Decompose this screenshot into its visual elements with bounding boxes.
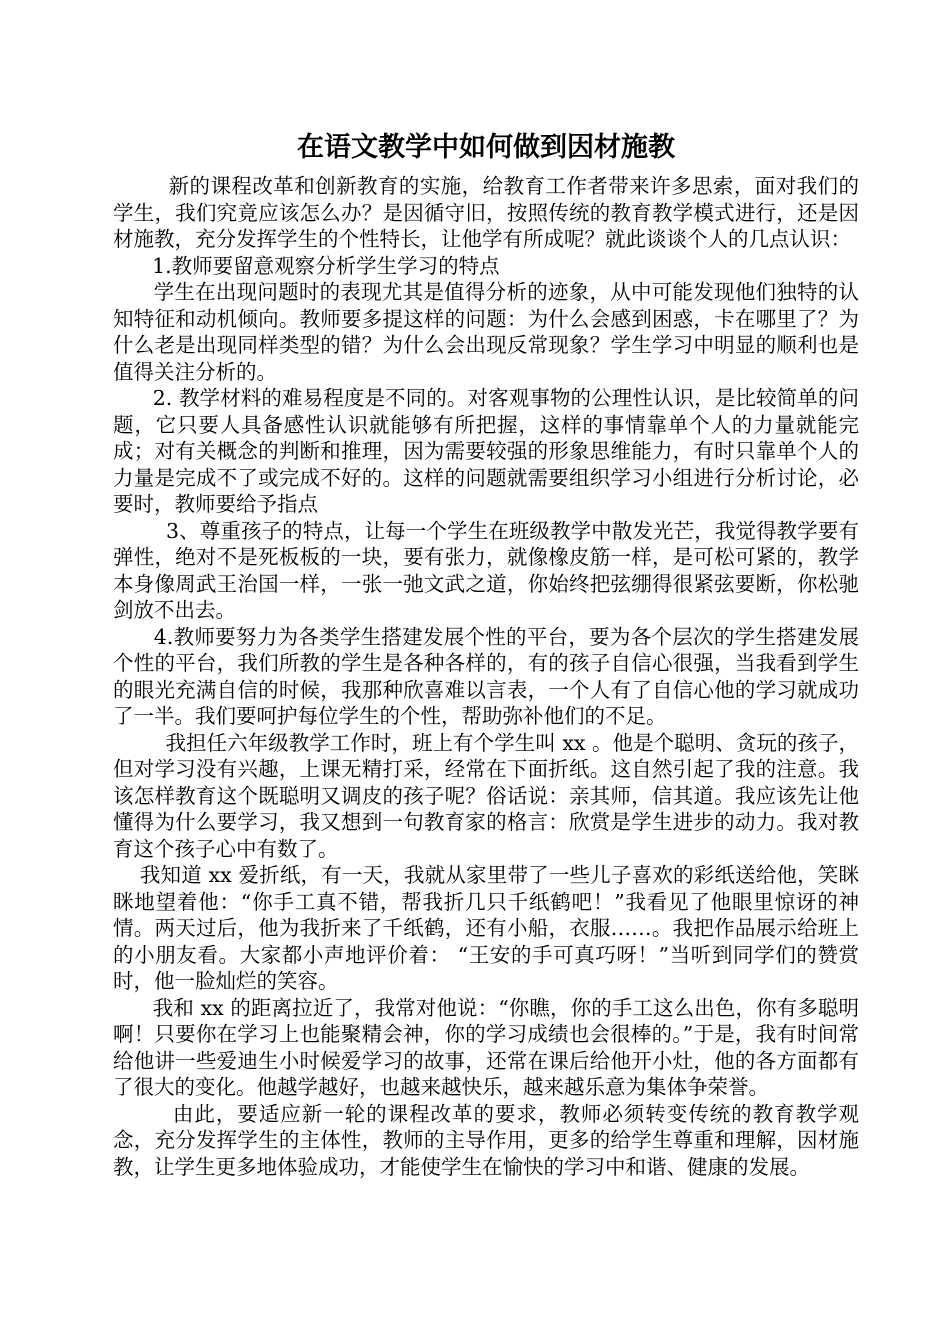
paragraph-point-1-heading: 1.教师要留意观察分析学生学习的特点 — [113, 253, 500, 278]
paragraph-conclusion: 由此，要适应新一轮的课程改革的要求，教师必须转变传统的教育教学观念，充分发挥学生的主体性，教师的主导作用，更多的给学生尊重和理解，因材施教，让学生更多地体验成功，才能使学生在愉快的学习中和谐、健康的发展。 — [113, 1101, 859, 1179]
paragraph-story-1: 我担任六年级教学工作时，班上有个学生叫 xx 。他是个聪明、贪玩的孩子，但对学习没有兴趣，上课无精打采，经常在下面折纸。这自然引起了我的注意。我该怎样教育这个既聪明又调皮的孩子呢？俗话说：亲其师，信其道。我应该先让他懂得为什么要学习，我又想到一句教育家的格言：欣赏是学生进步的动力。我对教育这个孩子心中有数了。 — [113, 730, 859, 861]
paragraph-point-3: 3、尊重孩子的特点，让每一个学生在班级教学中散发光芒，我觉得教学要有弹性，绝对不是死板板的一块，要有张力，就像橡皮筋一样，是可松可紧的，教学本身像周武王治国一样，一张一弛文武之道，你始终把弦绷得很紧弦要断，你松驰剑放不出去。 — [113, 518, 859, 622]
paragraph-point-2: 2. 教学材料的难易程度是不同的。对客观事物的公理性认识，是比较简单的问题，它只要人具备感性认识就能够有所把握，这样的事情靠单个人的力量就能完成；对有关概念的判断和推理，因为需要较强的形象思维能力，有时只靠单个人的力量是完成不了或完成不好的。这样的问题就需要组织学习小组进行分析讨论，必要时，教师要给予指点 — [113, 386, 859, 516]
document-page — [113, 128, 859, 1180]
paragraph-point-4: 4.教师要努力为各类学生搭建发展个性的平台，要为各个层次的学生搭建发展个性的平台，我们所教的学生是各种各样的，有的孩子自信心很强，当我看到学生的眼光充满自信的时候，我那种欣喜难以言表，一个人有了自信心他的学习就成功了一半。我们要呵护每位学生的个性，帮助弥补他们的不足。 — [113, 624, 859, 728]
paragraph-intro: 新的课程改革和创新教育的实施，给教育工作者带来许多思索，面对我们的学生，我们究竟应该怎么办？是因循守旧，按照传统的教育教学模式进行，还是因材施教，充分发挥学生的个性特长，让他学有所成呢？就此谈谈个人的几点认识： — [113, 174, 859, 251]
document-title: 在语文教学中如何做到因材施教 — [297, 132, 675, 163]
paragraph-point-1-body: 学生在出现问题时的表现尤其是值得分析的迹象，从中可能发现他们独特的认知特征和动机倾向。教师要多提这样的问题：为什么会感到困惑，卡在哪里了？为什么老是出现同样类型的错？为什么会出现反常现象？学生学习中明显的顺利也是值得关注分析的。 — [113, 280, 859, 384]
paragraph-story-3: 我和 xx 的距离拉近了，我常对他说：“你瞧，你的手工这么出色，你有多聪明啊！只要你在学习上也能聚精会神，你的学习成绩也会很棒的。”于是，我有时间常给他讲一些爱迪生小时候爱学习的故事，还常在课后给他开小灶，他的各方面都有了很大的变化。他越学越好，也越来越快乐，越来越乐意为集体争荣誉。 — [113, 995, 859, 1099]
paragraph-story-2: 我知道 xx 爱折纸，有一天，我就从家里带了一些儿子喜欢的彩纸送给他，笑眯眯地望着他：“你手工真不错，帮我折几只千纸鹤吧！”我看见了他眼里惊讶的神情。两天过后，他为我折来了千纸鹤，还有小船，衣服……。我把作品展示给班上的小朋友看。大家都小声地评价着： “王安的手可真巧呀！”当听到同学们的赞赏时，他一脸灿烂的笑容。 — [113, 863, 859, 993]
